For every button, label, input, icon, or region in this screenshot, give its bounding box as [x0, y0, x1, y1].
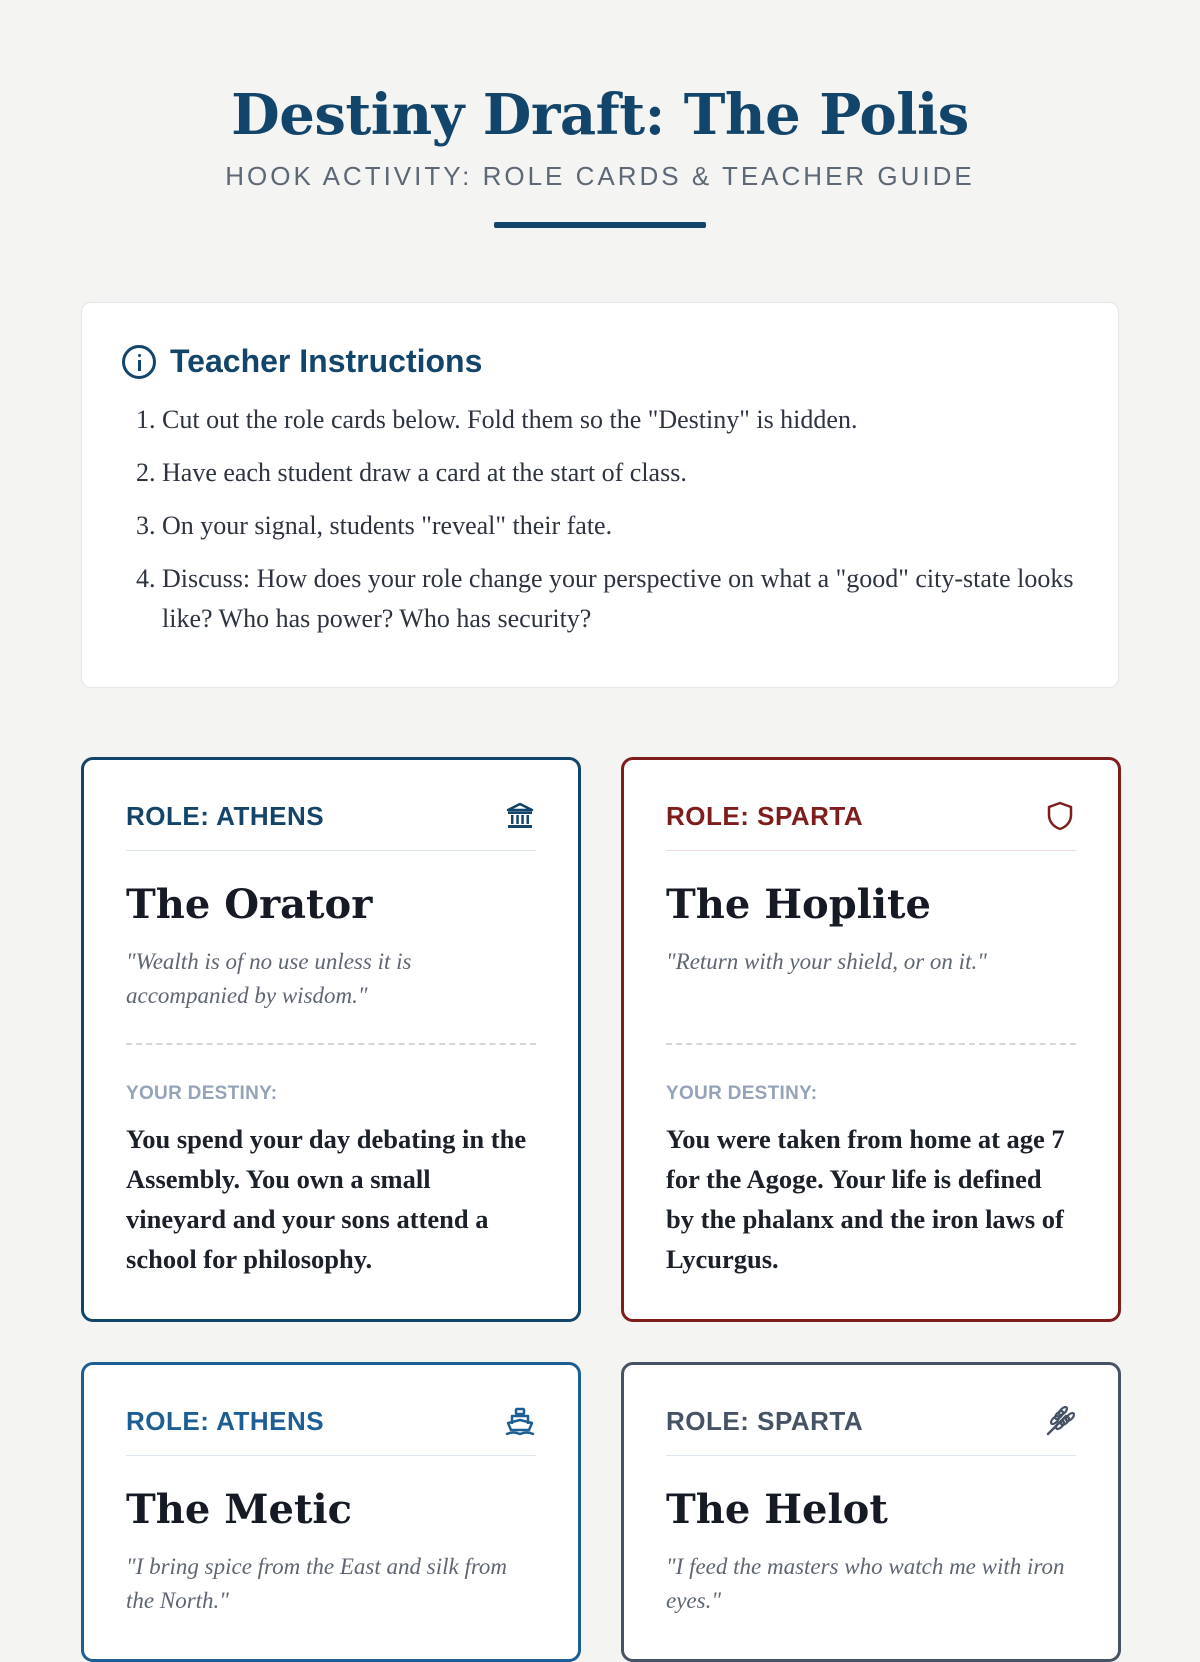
role-card-orator: [81, 757, 581, 1322]
shield-icon: [1044, 800, 1076, 832]
title-divider: [494, 222, 706, 228]
fold-line: [126, 1043, 536, 1045]
card-header: [666, 1405, 1076, 1456]
header: [81, 0, 1119, 228]
card-quote: "I feed the masters who watch me with iron eyes.": [666, 1554, 1065, 1613]
instruction-step: 1. Cut out the role cards below. Fold them so the "Destiny" is hidden.: [162, 400, 1078, 440]
card-name: The Hoplite: [666, 881, 931, 928]
page-title: Destiny Draft: The Polis: [231, 82, 969, 148]
instructions-header: [122, 343, 1078, 380]
role-card-metic: [81, 1362, 581, 1662]
card-name: The Orator: [126, 881, 373, 928]
instructions-title: Teacher Instructions: [170, 343, 483, 379]
fold-line: [666, 1043, 1076, 1045]
teacher-instructions-panel: [81, 302, 1119, 688]
destiny-text: You were taken from home at age 7 for the Agoge. Your life is defined by the phalanx and the iron laws of Lycurgus.: [666, 1124, 1065, 1274]
ship-icon: [504, 1405, 536, 1437]
card-quote: "Wealth is of no use unless it is accompanied by wisdom.": [126, 949, 412, 1008]
role-card-helot: [621, 1362, 1121, 1662]
card-name: The Metic: [126, 1486, 352, 1533]
page-subtitle: HOOK ACTIVITY: ROLE CARDS & TEACHER GUIDE: [225, 161, 975, 191]
card-header: [666, 800, 1076, 851]
instructions-list: [122, 400, 1078, 639]
instruction-step: 2. Have each student draw a card at the start of class.: [162, 453, 1078, 493]
temple-icon: [504, 800, 536, 832]
destiny-label: YOUR DESTINY:: [126, 1083, 278, 1104]
card-role: ROLE: SPARTA: [666, 800, 864, 831]
card-quote: "Return with your shield, or on it.": [666, 949, 987, 974]
card-header: [126, 800, 536, 851]
role-card-hoplite: [621, 757, 1121, 1322]
instruction-step: 4. Discuss: How does your role change your perspective on what a "good" city-state looks like? Who has power? Who has security?: [162, 559, 1078, 639]
wheat-icon: [1044, 1405, 1076, 1437]
card-role: ROLE: SPARTA: [666, 1405, 864, 1436]
card-header: [126, 1405, 536, 1456]
destiny-text: You spend your day debating in the Assembly. You own a small vineyard and your sons attend a school for philosophy.: [126, 1124, 527, 1274]
destiny-label: YOUR DESTINY:: [666, 1083, 818, 1104]
card-role: ROLE: ATHENS: [126, 800, 325, 831]
info-icon: [122, 345, 156, 379]
card-quote: "I bring spice from the East and silk from the North.": [126, 1554, 508, 1613]
card-role: ROLE: ATHENS: [126, 1405, 325, 1436]
page: [81, 0, 1119, 1613]
card-name: The Helot: [666, 1486, 888, 1533]
instruction-step: 3. On your signal, students "reveal" their fate.: [162, 506, 1078, 546]
